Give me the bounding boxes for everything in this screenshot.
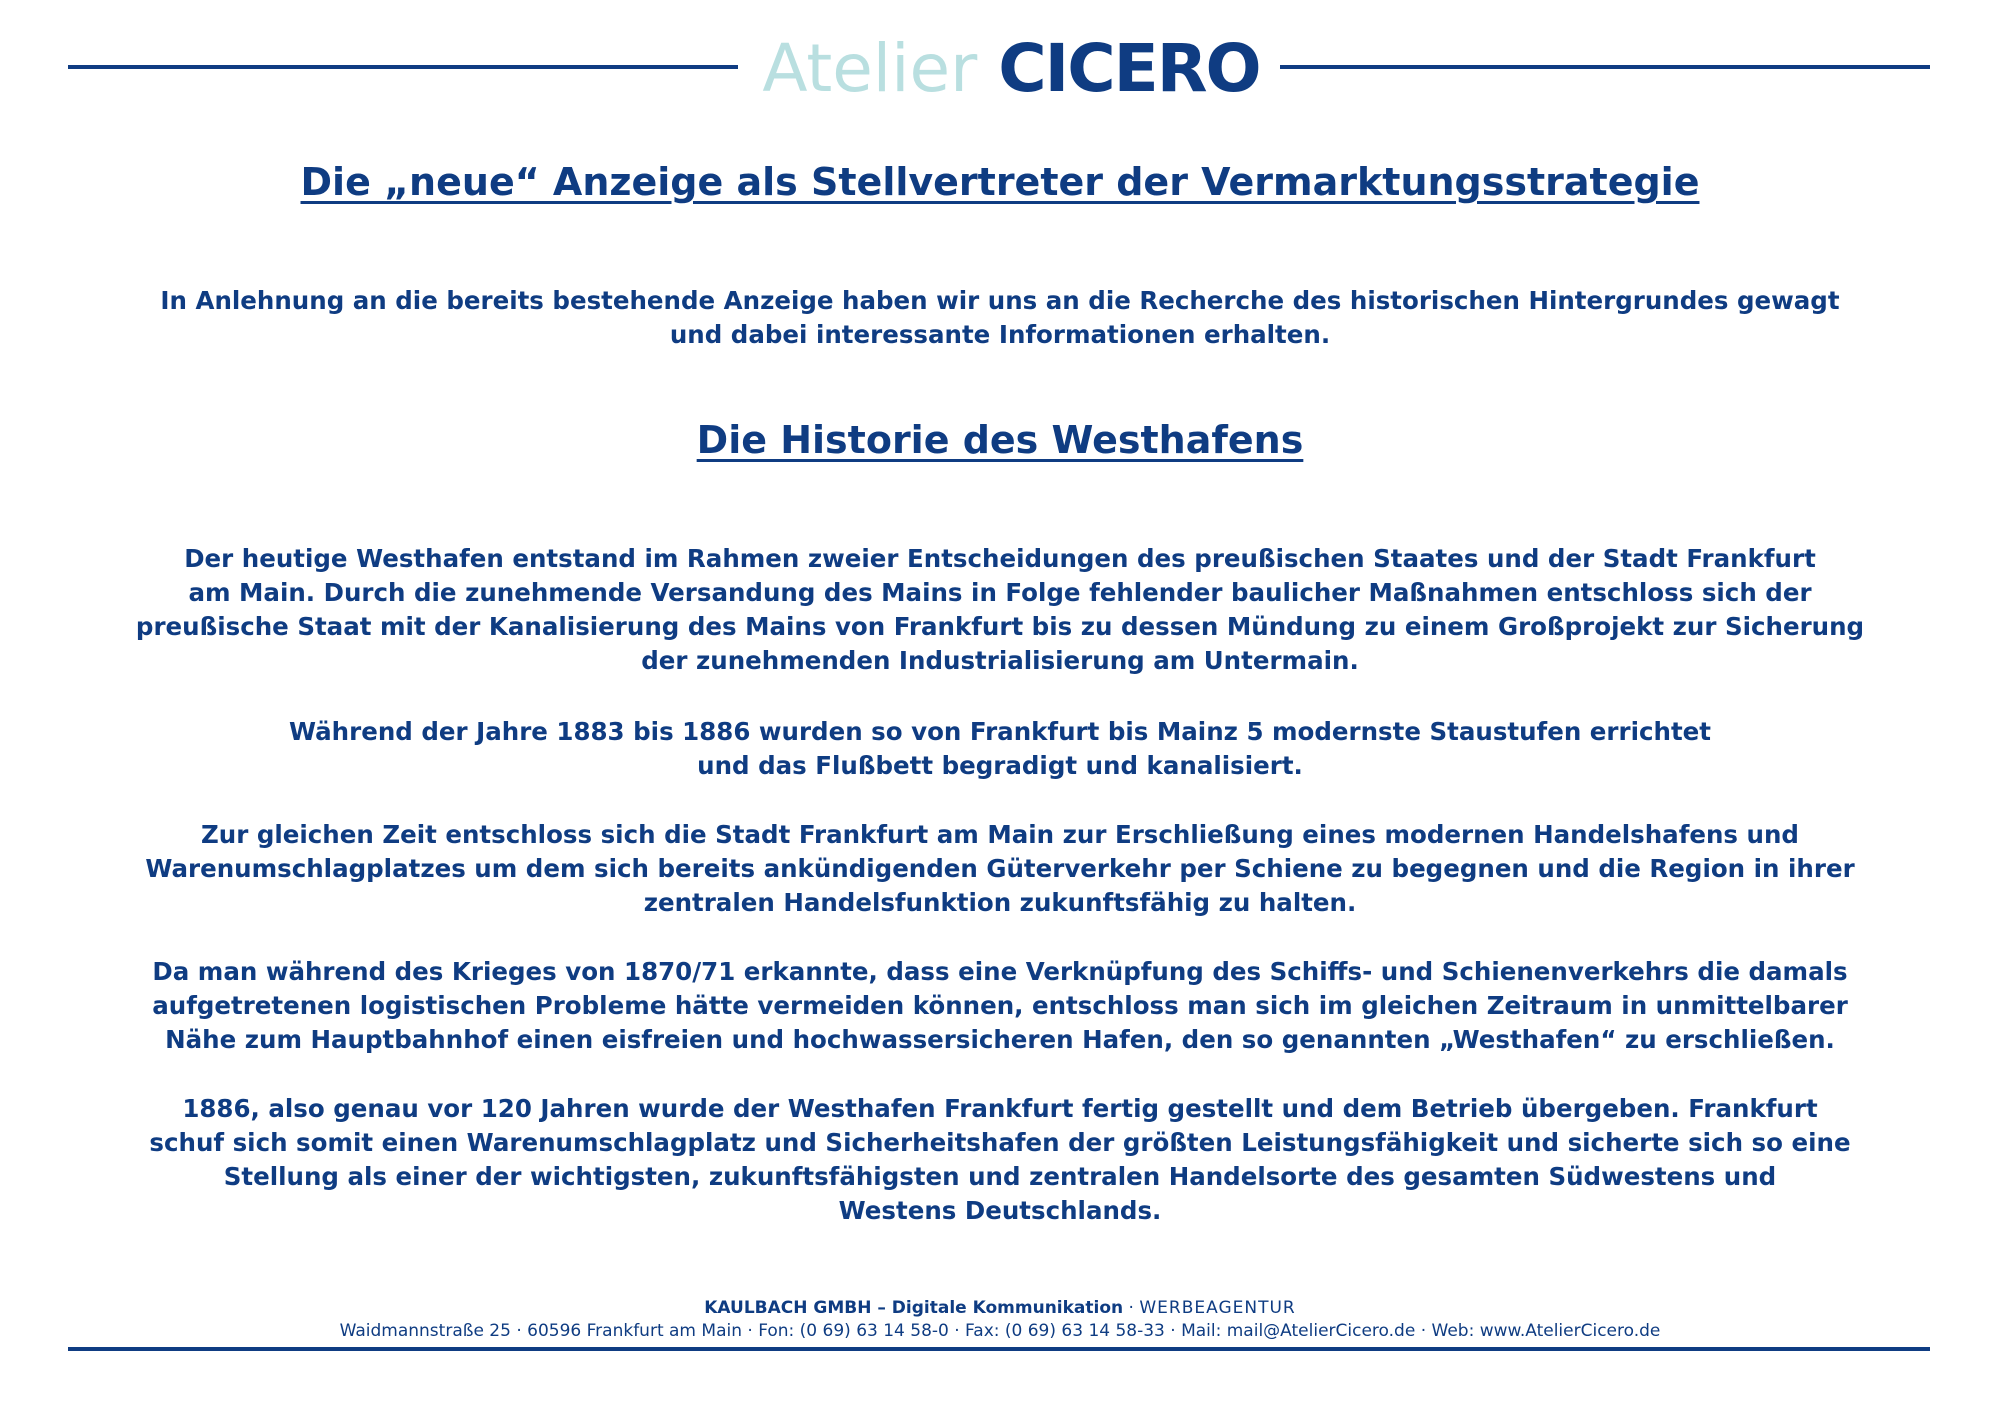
paragraph-line: zentralen Handelsfunktion zukunftsfähig zu halten. bbox=[643, 888, 1357, 917]
paragraph-line: preußische Staat mit der Kanalisierung des Mains von Frankfurt bis zu dessen Mündung zu einem Großprojekt zur Sicherung bbox=[135, 612, 1865, 641]
intro-line: In Anlehnung an die bereits bestehende Anzeige haben wir uns an die Recherche des historischen Hintergrundes gewagt bbox=[160, 286, 1840, 315]
intro-line: und dabei interessante Informationen erhalten. bbox=[669, 320, 1331, 349]
paragraph-line: und das Flußbett begradigt und kanalisiert. bbox=[697, 751, 1303, 780]
footer-rule bbox=[68, 1347, 1930, 1351]
logo-word-cicero: CICERO bbox=[998, 30, 1260, 107]
history-paragraph-3 bbox=[120, 818, 1880, 920]
logo bbox=[746, 30, 1276, 108]
paragraph-line: Zur gleichen Zeit entschloss sich die Stadt Frankfurt am Main zur Erschließung eines modernen Handelshafens und bbox=[201, 820, 1799, 849]
paragraph-line: der zunehmenden Industrialisierung am Untermain. bbox=[641, 646, 1359, 675]
paragraph-line: Da man während des Krieges von 1870/71 erkannte, dass eine Verknüpfung des Schiffs- und Schienenverkehrs die damals bbox=[152, 957, 1848, 986]
header-rule-left bbox=[68, 65, 738, 69]
logo-word-atelier: Atelier bbox=[762, 30, 978, 107]
paragraph-line: Warenumschlagplatzes um dem sich bereits ankündigenden Güterverkehr per Schiene zu begegnen und die Region in ihrer bbox=[145, 854, 1855, 883]
history-paragraph-4 bbox=[120, 955, 1880, 1057]
footer-agency: WERBEAGENTUR bbox=[1139, 1298, 1296, 1318]
history-paragraph-1 bbox=[120, 542, 1880, 678]
footer-address: Waidmannstraße 25 · 60596 Frankfurt am Main · Fon: (0 69) 63 14 58-0 · Fax: (0 69) 63 14 58-33 · Mail: mail@AtelierCicero.de · Web: www.AtelierCicero.de bbox=[339, 1321, 1661, 1341]
history-paragraph-2 bbox=[120, 715, 1880, 783]
paragraph-line: Während der Jahre 1883 bis 1886 wurden so von Frankfurt bis Mainz 5 modernste Staustufen errichtet bbox=[289, 717, 1711, 746]
footer-separator: · bbox=[1123, 1298, 1140, 1318]
footer-company: KAULBACH GMBH – Digitale Kommunikation bbox=[704, 1298, 1124, 1318]
page-header bbox=[68, 30, 1930, 110]
section-title: Die Historie des Westhafens bbox=[696, 418, 1304, 462]
paragraph-line: Stellung als einer der wichtigsten, zukunftsfähigsten und zentralen Handelsorte des gesamten Südwestens und bbox=[223, 1162, 1777, 1191]
paragraph-line: schuf sich somit einen Warenumschlagplatz und Sicherheitshafen der größten Leistungsfähigkeit und sicherte sich so eine bbox=[149, 1128, 1851, 1157]
history-paragraph-5 bbox=[120, 1092, 1880, 1228]
intro-paragraph bbox=[120, 284, 1880, 352]
paragraph-line: Nähe zum Hauptbahnhof einen eisfreien und hochwassersicheren Hafen, den so genannten „Westhafen“ zu erschließen. bbox=[165, 1025, 1835, 1054]
paragraph-line: am Main. Durch die zunehmende Versandung des Mains in Folge fehlender baulicher Maßnahmen entschloss sich der bbox=[188, 578, 1812, 607]
paragraph-line: Der heutige Westhafen entstand im Rahmen zweier Entscheidungen des preußischen Staates und der Stadt Frankfurt bbox=[184, 544, 1816, 573]
header-rule-right bbox=[1280, 65, 1930, 69]
paragraph-line: aufgetretenen logistischen Probleme hätte vermeiden können, entschloss man sich im gleichen Zeitraum in unmittelbarer bbox=[152, 991, 1848, 1020]
page-title: Die „neue“ Anzeige als Stellvertreter der Vermarktungsstrategie bbox=[300, 160, 1700, 204]
paragraph-line: 1886, also genau vor 120 Jahren wurde der Westhafen Frankfurt fertig gestellt und dem Betrieb übergeben. Frankfurt bbox=[182, 1094, 1818, 1123]
footer-company-line bbox=[0, 1298, 2000, 1318]
paragraph-line: Westens Deutschlands. bbox=[838, 1196, 1162, 1225]
